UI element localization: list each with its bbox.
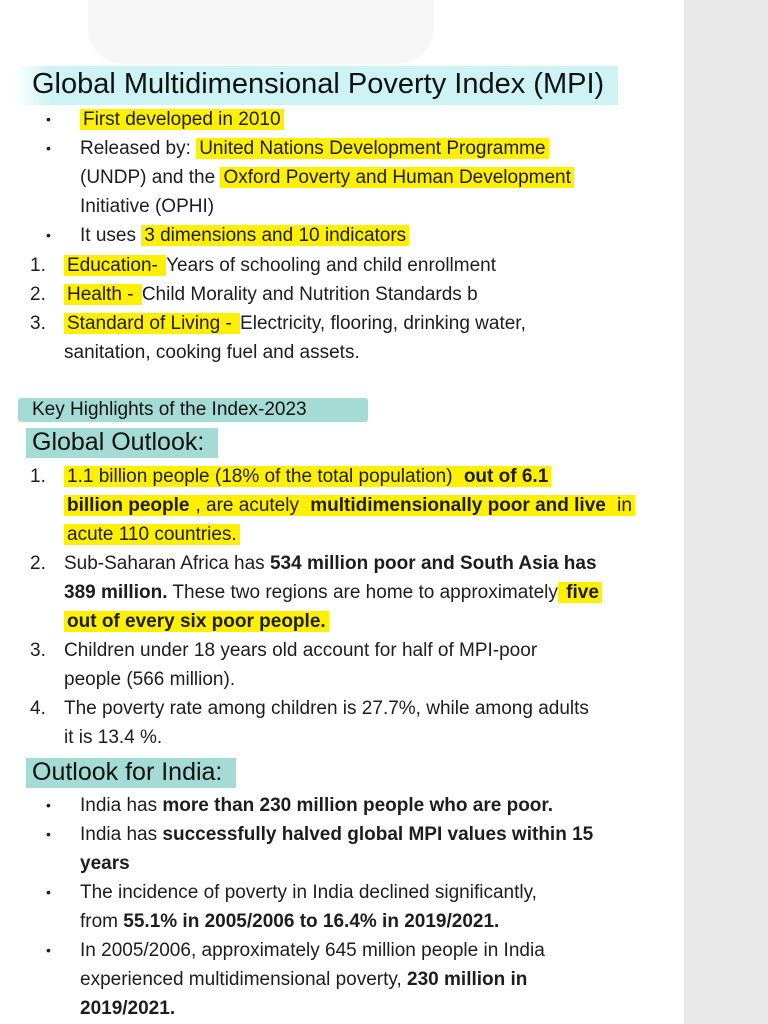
list-item: • India has more than 230 million people who are poor. bbox=[80, 791, 660, 820]
list-item: • In 2005/2006, approximately 645 million people in India experienced multidimensional poverty, 230 million in 2019/2021. bbox=[80, 936, 660, 1023]
dimensions-list bbox=[30, 251, 654, 367]
redaction-blob bbox=[88, 0, 434, 64]
highlights-heading: Key Highlights of the Index-2023 bbox=[32, 399, 307, 420]
list-item: 4. The poverty rate among children is 27.7%, while among adults it is 13.4 %. bbox=[30, 698, 589, 748]
list-item: • It uses 3 dimensions and 10 indicators bbox=[80, 221, 620, 250]
global-list bbox=[30, 462, 654, 752]
page-title: Global Multidimensional Poverty Index (MPI) bbox=[14, 66, 618, 105]
list-item: • The incidence of poverty in India declined significantly, from 55.1% in 2005/2006 to 16.4% in 2019/2021. bbox=[80, 878, 660, 936]
list-item: 2. Sub-Saharan Africa has 534 million poor and South Asia has 389 million. These two regions are home to approximately five out of every six poor people. bbox=[64, 549, 654, 636]
highlights-banner bbox=[18, 398, 368, 422]
global-outlook-heading: Global Outlook: bbox=[26, 428, 218, 457]
list-item: • India has successfully halved global MPI values within 15 years bbox=[80, 820, 660, 878]
list-item: 3. Standard of Living - Electricity, flooring, drinking water, sanitation, cooking fuel and assets. bbox=[30, 313, 526, 363]
india-outlook-heading: Outlook for India: bbox=[26, 758, 236, 787]
list-item: 1. Education- Years of schooling and child enrollment bbox=[30, 255, 497, 276]
list-item: 2. Health - Child Morality and Nutrition Standards b bbox=[30, 284, 478, 305]
india-list bbox=[80, 791, 660, 1023]
list-item: 1. 1.1 billion people (18% of the total population) out of 6.1 billion people , are acutely multidimensionally poor and live in acute 110 countries. bbox=[64, 462, 654, 549]
list-item: 3. Children under 18 years old account for half of MPI-poor people (566 million). bbox=[30, 640, 538, 690]
list-item: • Released by: United Nations Development Programme (UNDP) and the Oxford Poverty and Human Development Initiative (OPHI) bbox=[80, 134, 620, 221]
list-item: • First developed in 2010 bbox=[80, 105, 620, 134]
title-banner bbox=[14, 66, 618, 105]
intro-list bbox=[80, 105, 620, 250]
